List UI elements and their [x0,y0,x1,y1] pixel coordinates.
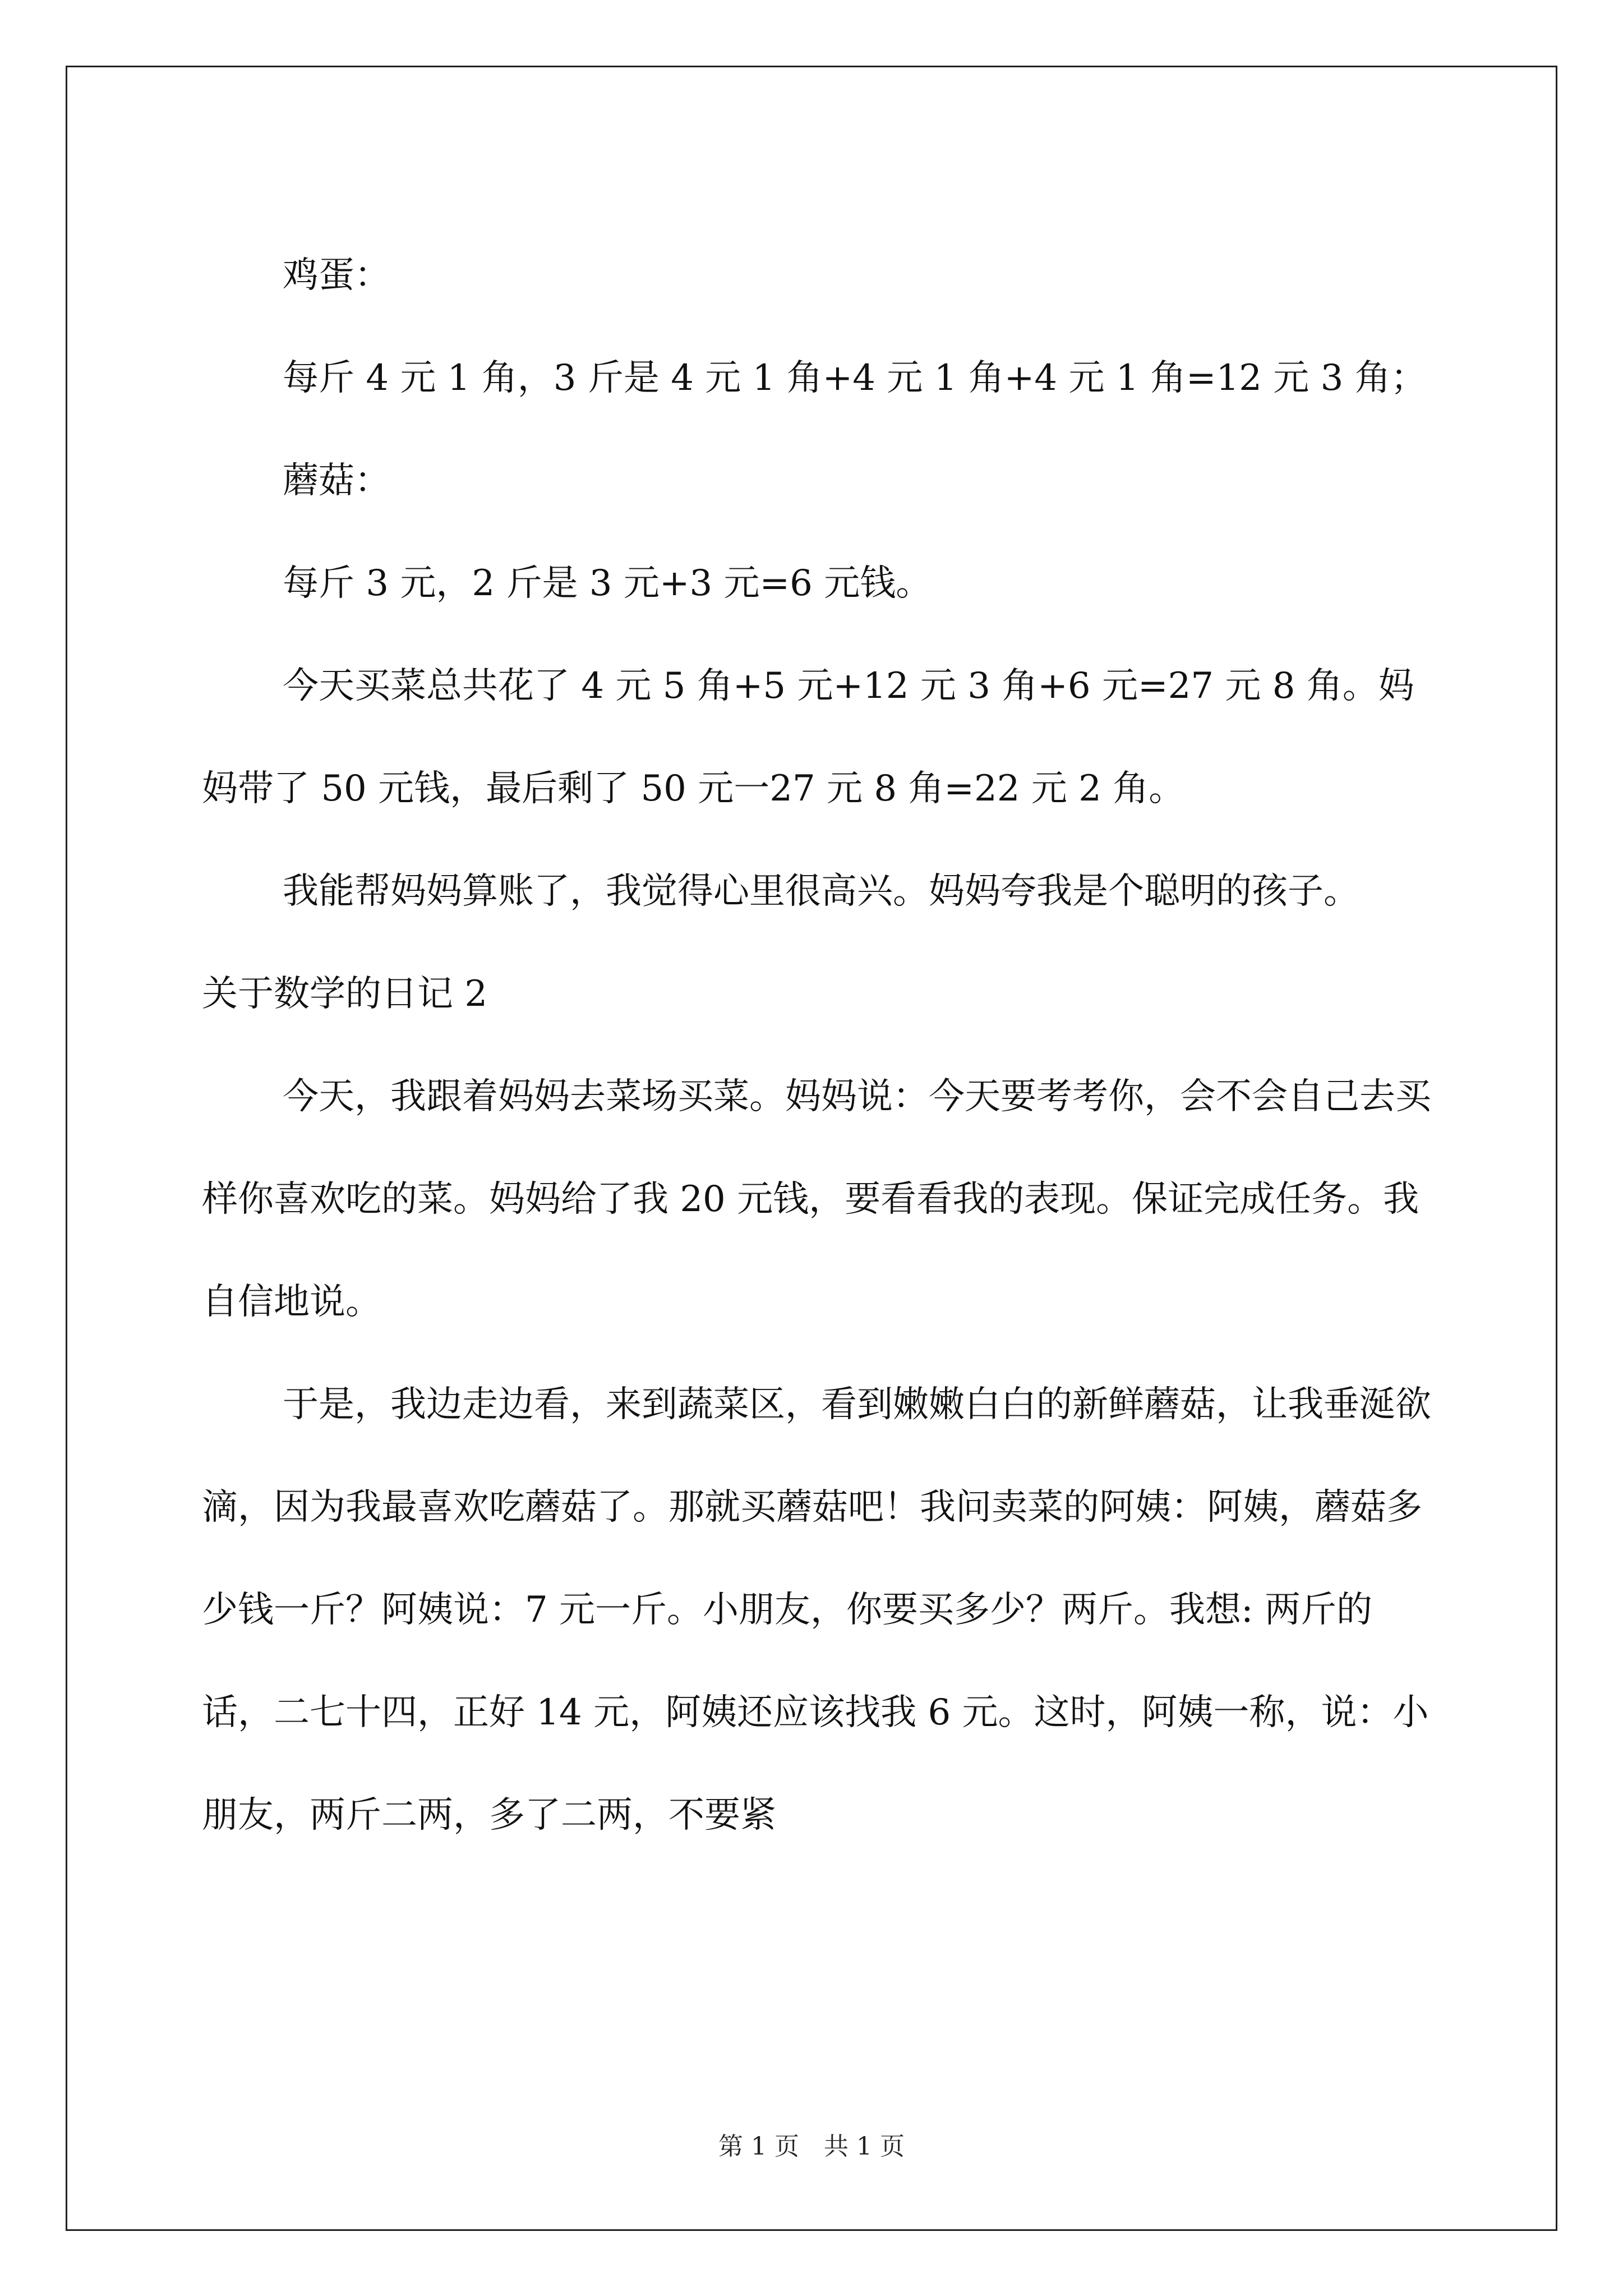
paragraph: 鸡蛋： [283,255,390,296]
page-footer: 第 1 页 共 1 页 [718,2132,905,2161]
document-body [202,224,1436,1867]
paragraph: 每斤 3 元，2 斤是 3 元+3 元=6 元钱。 [283,563,932,604]
paragraph: 蘑菇： [283,460,390,501]
section-heading: 关于数学的日记 2 [202,973,488,1015]
paragraph: 我能帮妈妈算账了，我觉得心里很高兴。妈妈夸我是个聪明的孩子。 [283,871,1359,912]
paragraph: 今天买菜总共花了 4 元 5 角+5 元+12 元 3 角+6 元=27 元 8 角。妈妈带了 50 元钱，最后剩了 50 元一27 元 8 角=22 元 2 角。 [202,665,1414,809]
paragraph: 每斤 4 元 1 角，3 斤是 4 元 1 角+4 元 1 角+4 元 1 角=12 元 3 角； [283,357,1427,399]
paragraph: 今天，我跟着妈妈去菜场买菜。妈妈说：今天要考考你，会不会自己去买样你喜欢吃的菜。妈妈给了我 20 元钱，要看看我的表现。保证完成任务。我自信地说。 [202,1076,1431,1323]
paragraph: 于是，我边走边看，来到蔬菜区，看到嫩嫩白白的新鲜蘑菇，让我垂涎欲滴，因为我最喜欢吃蘑菇了。那就买蘑菇吧！我问卖菜的阿姨：阿姨，蘑菇多少钱一斤？阿姨说：7 元一斤。小朋友，你要买多少？两斤。我想: 两斤的话，二七十四，正好 14 元，阿姨还应该找我 6 元。这时，阿姨一称，说：小朋友，两斤二两，多了二两，不要紧 [202,1384,1431,1836]
